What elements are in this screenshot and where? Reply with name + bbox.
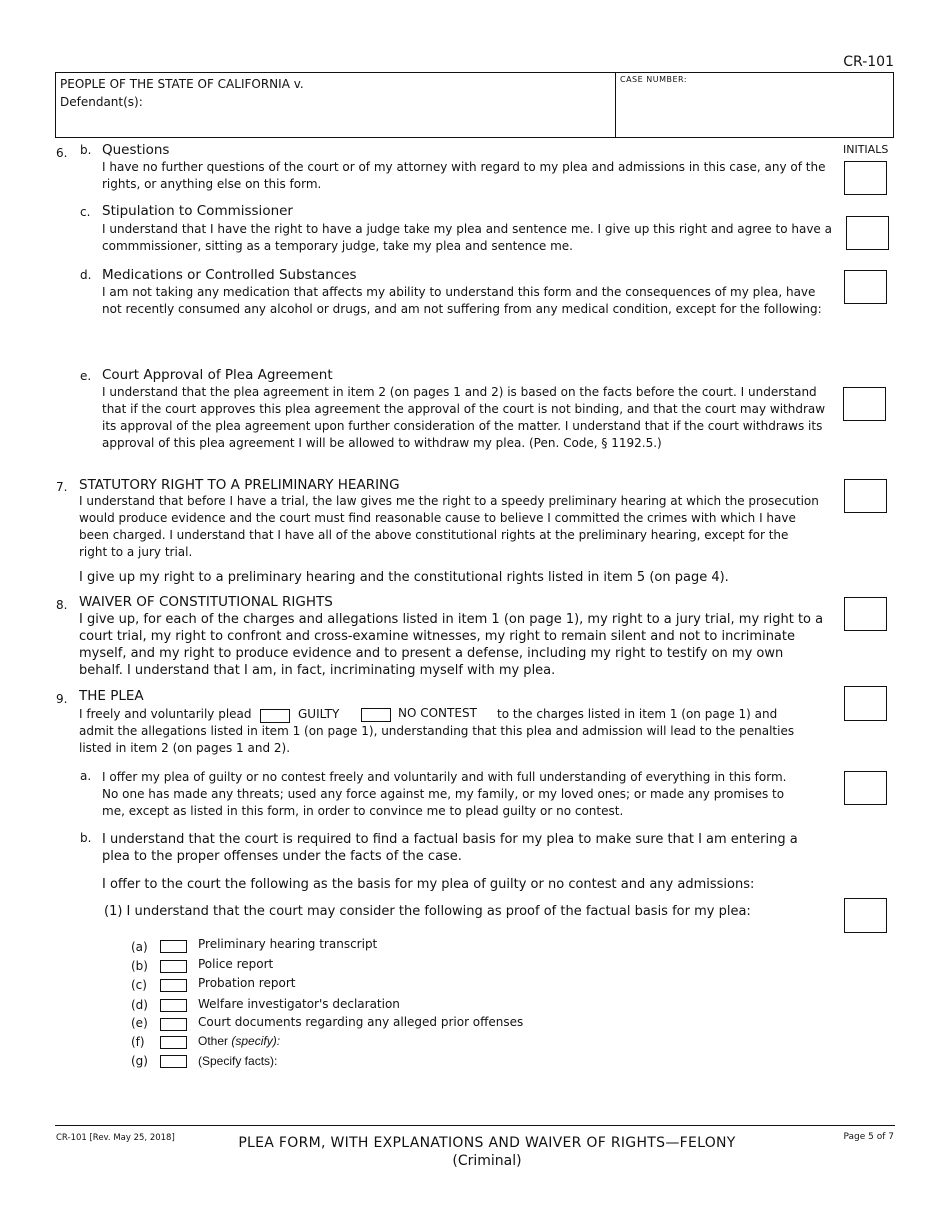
item6b-body: I have no further questions of the court or of my attorney with regard to my plea and admissions in this case, any of the rights, or anything else on this form. xyxy=(102,160,826,191)
defendant-input[interactable] xyxy=(156,93,610,113)
caption-box xyxy=(55,72,894,138)
option-a-checkbox[interactable] xyxy=(160,940,187,953)
option-d-checkbox[interactable] xyxy=(160,999,187,1012)
item9a-letter: a. xyxy=(80,769,92,783)
option-d-letter: (d) xyxy=(131,998,148,1012)
no-contest-checkbox[interactable] xyxy=(361,708,391,722)
initials-box-9[interactable] xyxy=(844,686,887,721)
item7-title: STATUTORY RIGHT TO A PRELIMINARY HEARING xyxy=(79,477,400,493)
option-c-label: Probation report xyxy=(198,976,296,990)
footer-subtitle: (Criminal) xyxy=(452,1153,522,1169)
item6e-title: Court Approval of Plea Agreement xyxy=(102,367,333,383)
option-b-letter: (b) xyxy=(131,959,148,973)
option-e-label: Court documents regarding any alleged prior offenses xyxy=(198,1015,524,1029)
option-f-label xyxy=(198,1034,280,1049)
initials-box-8[interactable] xyxy=(844,597,887,631)
option-d-label: Welfare investigator's declaration xyxy=(198,997,400,1011)
item6b-title: Questions xyxy=(102,142,170,158)
option-a-letter: (a) xyxy=(131,940,148,954)
item6b-letter: b. xyxy=(80,143,92,157)
item9b-body: I understand that the court is required to find a factual basis for my plea to make sure that I am entering a plea to the proper offenses under the facts of the case. xyxy=(102,832,798,864)
footer-form-rev: CR-101 [Rev. May 25, 2018] xyxy=(56,1133,175,1143)
initials-box-7[interactable] xyxy=(844,479,887,513)
item6c-title: Stipulation to Commissioner xyxy=(102,203,293,219)
item6c-body: I understand that I have the right to have a judge take my plea and sentence me. I give up this right and agree to have a commmissioner, sitting as a temporary judge, take my plea and sentence me. xyxy=(102,222,832,253)
guilty-checkbox[interactable] xyxy=(260,709,290,723)
option-c-letter: (c) xyxy=(131,978,147,992)
option-e-letter: (e) xyxy=(131,1016,148,1030)
item6d-body: I am not taking any medication that affects my ability to understand this form and the consequences of my plea, have not recently consumed any alcohol or drugs, and am not suffering from any medical condition, except for the following: xyxy=(102,285,822,316)
item7-body: I understand that before I have a trial, the law gives me the right to a speedy preliminary hearing at which the prosecution would produce evidence and the court must find reasonable cause to believe I committed the crimes with which I have been charged. I understand that I have all of the above constitutional rights at the preliminary hearing, except for the right to a jury trial. xyxy=(79,494,819,559)
guilty-label: GUILTY xyxy=(298,707,340,721)
initials-box-6c[interactable] xyxy=(846,216,889,250)
plea-body: admit the allegations listed in item 1 (on page 1), understanding that this plea and admission will lead to the penalties listed in item 2 (on pages 1 and 2). xyxy=(79,724,795,755)
item8-body: I give up, for each of the charges and allegations listed in item 1 (on page 1), my right to a jury trial, my right to a court trial, my right to confront and cross-examine witnesses, my right to remain silent and not to incriminate myself, and my right to produce evidence and to present a defense, including my right to testify on my own behalf. I understand that I am, in fact, incriminating myself with my plea. xyxy=(79,612,824,678)
option-e-checkbox[interactable] xyxy=(160,1018,187,1031)
item8-number: 8. xyxy=(56,598,68,612)
defendant-label: Defendant(s): xyxy=(60,95,143,109)
initials-box-9a[interactable] xyxy=(844,771,887,805)
option-g-checkbox[interactable] xyxy=(160,1055,187,1068)
specify-facts-input[interactable] xyxy=(300,1052,824,1106)
no-contest-label: NO CONTEST xyxy=(398,706,477,720)
option-b-checkbox[interactable] xyxy=(160,960,187,973)
option-f-checkbox[interactable] xyxy=(160,1036,187,1049)
footer-rule xyxy=(55,1125,895,1126)
option-f-letter: (f) xyxy=(131,1035,145,1049)
item9-title: THE PLEA xyxy=(79,688,144,704)
initials-box-6b[interactable] xyxy=(844,161,887,195)
option-c-checkbox[interactable] xyxy=(160,979,187,992)
item6e-letter: e. xyxy=(80,369,92,383)
people-label: PEOPLE OF THE STATE OF CALIFORNIA v. xyxy=(60,77,304,91)
item6-number: 6. xyxy=(56,146,68,160)
option-a-label: Preliminary hearing transcript xyxy=(198,937,378,951)
item7-waiver: I give up my right to a preliminary hearing and the constitutional rights listed in item 5 (on page 4). xyxy=(79,570,729,585)
form-id: CR-101 xyxy=(843,54,894,70)
initials-box-9b1[interactable] xyxy=(844,898,887,933)
item6d-letter: d. xyxy=(80,268,92,282)
option-g-label: (Specify facts): xyxy=(198,1054,278,1068)
item8-title: WAIVER OF CONSTITUTIONAL RIGHTS xyxy=(79,594,333,610)
option-g-letter: (g) xyxy=(131,1054,148,1068)
item7-number: 7. xyxy=(56,480,68,494)
item9-number: 9. xyxy=(56,692,68,706)
item6d-title: Medications or Controlled Substances xyxy=(102,267,357,283)
option-f-other: Other xyxy=(198,1034,229,1048)
medical-condition-input[interactable] xyxy=(100,320,839,366)
initials-box-6e[interactable] xyxy=(843,387,886,421)
item6e-body: I understand that the plea agreement in item 2 (on pages 1 and 2) is based on the facts before the court. I understand that if the court approves this plea agreement the approval of the court is not binding, and that the court may withdraw its approval of the plea agreement upon further consideration of the matter. I understand that if the court withdraws its approval of this plea agreement I will be allowed to withdraw my plea. (Pen. Code, § 1192.5.) xyxy=(102,385,826,450)
item9b-offer: I offer to the court the following as the basis for my plea of guilty or no contest and any admissions: xyxy=(102,877,755,892)
case-number-input[interactable] xyxy=(619,89,891,131)
plea-prefix: I freely and voluntarily plead xyxy=(79,707,252,721)
item9b-sub1: (1) I understand that the court may consider the following as proof of the factual basis for my plea: xyxy=(104,904,751,919)
plea-suffix: to the charges listed in item 1 (on page 1) and xyxy=(497,707,778,721)
caption-divider xyxy=(615,73,616,137)
item9a-body: I offer my plea of guilty or no contest freely and voluntarily and with full understanding of everything in this form. No one has made any threats; used any force against me, my family, or my loved ones; or made any promises to me, except as listed in this form, in order to convince me to plead guilty or no contest. xyxy=(102,770,787,818)
initials-label: INITIALS xyxy=(843,143,889,156)
case-number-label: CASE NUMBER: xyxy=(620,75,688,84)
footer-page: Page 5 of 7 xyxy=(843,1132,894,1142)
item6c-letter: c. xyxy=(80,205,91,219)
option-f-specify: (specify): xyxy=(231,1034,281,1048)
other-specify-input[interactable] xyxy=(300,1032,824,1051)
footer-title: PLEA FORM, WITH EXPLANATIONS AND WAIVER OF RIGHTS—FELONY xyxy=(238,1135,736,1151)
option-b-label: Police report xyxy=(198,957,274,971)
item9b-letter: b. xyxy=(80,831,92,845)
initials-box-6d[interactable] xyxy=(844,270,887,304)
